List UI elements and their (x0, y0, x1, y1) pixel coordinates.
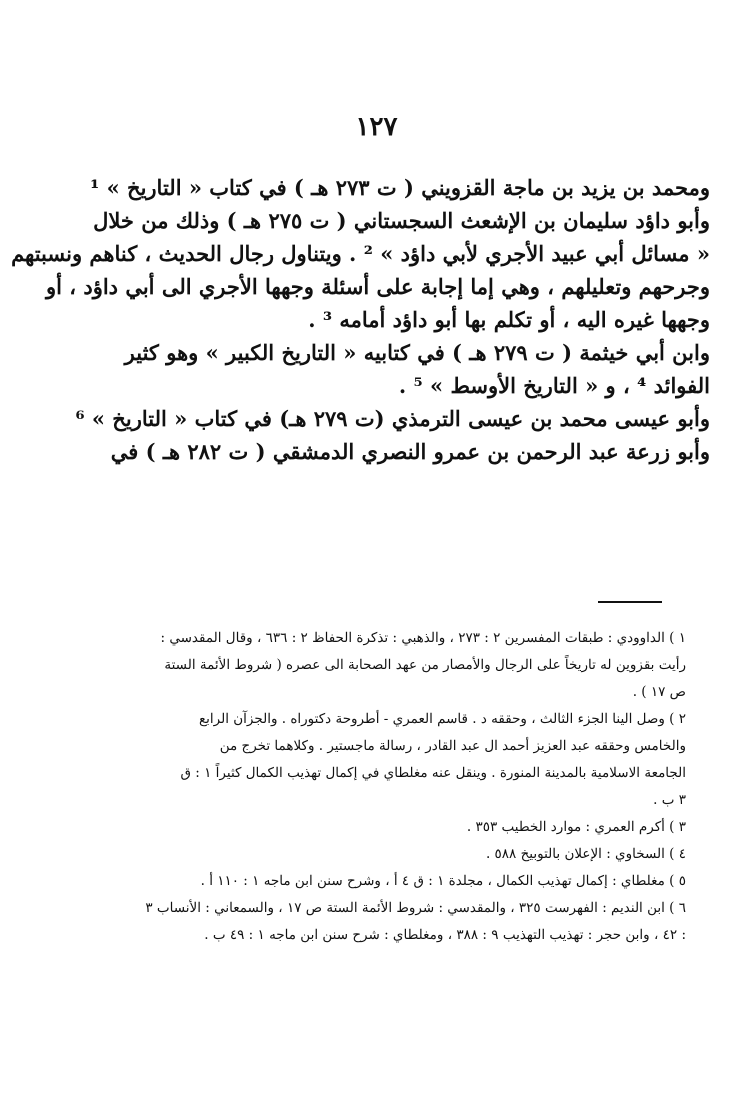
text-line: « مسائل أبي عبيد الأجري لأبي داؤد » ² . ويتناول رجال الحديث ، كناهم ونسبتهم (11, 241, 710, 266)
footnote-line: ٣ ب . (653, 792, 686, 808)
text-line: الفوائد ⁴ ، و « التاريخ الأوسط » ⁵ . (398, 373, 710, 398)
footnote-line: رأيت بقزوين له تاريخاً على الرجال والأمصار من عهد الصحابة الى عصره ( شروط الأئمة الستة (164, 657, 686, 673)
text-line: وجرحهم وتعليلهم ، وهي إما إجابة على أسئلة وجهها الأجري الى أبي داؤد ، أو (45, 274, 710, 299)
footnote-line: ٤ ) السخاوي : الإعلان بالتوبيخ ٥٨٨ . (485, 846, 686, 862)
text-line: وأبو زرعة عبد الرحمن بن عمرو النصري الدمشقي ( ت ٢٨٢ هـ ) في (110, 439, 710, 464)
footnote-divider (598, 601, 662, 603)
text-line: ومحمد بن يزيد بن ماجة القزويني ( ت ٢٧٣ هـ ) في كتاب « التاريخ » ¹ (90, 175, 710, 200)
page-number: ١٢٧ (355, 112, 398, 142)
footnote-line: والخامس وحققه عبد العزيز أحمد ال عبد القادر ، رسالة ماجستير . وكلاهما تخرج من (219, 738, 686, 754)
footnote-line: ٦ ) ابن النديم : الفهرست ٣٢٥ ، والمقدسي : شروط الأئمة الستة ص ١٧ ، والسمعاني : الأنساب ٣ (145, 900, 686, 916)
footnote-line: ٥ ) مغلطاي : إكمال تهذيب الكمال ، مجلدة ١ : ق ٤ أ ، وشرح سنن ابن ماجه ١ : ١١٠ أ . (200, 873, 686, 889)
main-text (11, 172, 710, 469)
footnote-line: ٢ ) وصل الينا الجزء الثالث ، وحققه د . قاسم العمري - أطروحة دكتوراه . والجزآن الرابع (198, 711, 686, 727)
text-line: وابن أبي خيثمة ( ت ٢٧٩ هـ ) في كتابيه « التاريخ الكبير » وهو كثير (124, 340, 710, 365)
footnote-line: الجامعة الاسلامية بالمدينة المنورة . وينقل عنه مغلطاي في إكمال تهذيب الكمال كثيراً ١ : ق (180, 765, 686, 781)
text-line: وجهها غيره اليه ، أو تكلم بها أبو داؤد أمامه ³ . (308, 307, 710, 332)
footnotes (38, 625, 686, 949)
footnote-line: ١ ) الداوودي : طبقات المفسرين ٢ : ٢٧٣ ، والذهبي : تذكرة الحفاظ ٢ : ٦٣٦ ، وقال المقدسي : (160, 630, 686, 646)
footnote-line: : ٤٢ ، وابن حجر : تهذيب التهذيب ٩ : ٣٨٨ ، ومغلطاي : شرح سنن ابن ماجه ١ : ٤٩ ب . (204, 927, 686, 943)
text-line: وأبو عيسى محمد بن عيسى الترمذي (ت ٢٧٩ هـ) في كتاب « التاريخ » ⁶ (75, 406, 710, 431)
footnote-line: ص ١٧ ) . (632, 684, 686, 700)
footnote-line: ٣ ) أكرم العمري : موارد الخطيب ٣٥٣ . (466, 819, 686, 835)
text-line: وأبو داؤد سليمان بن الإشعث السجستاني ( ت ٢٧٥ هـ ) وذلك من خلال (93, 208, 710, 233)
